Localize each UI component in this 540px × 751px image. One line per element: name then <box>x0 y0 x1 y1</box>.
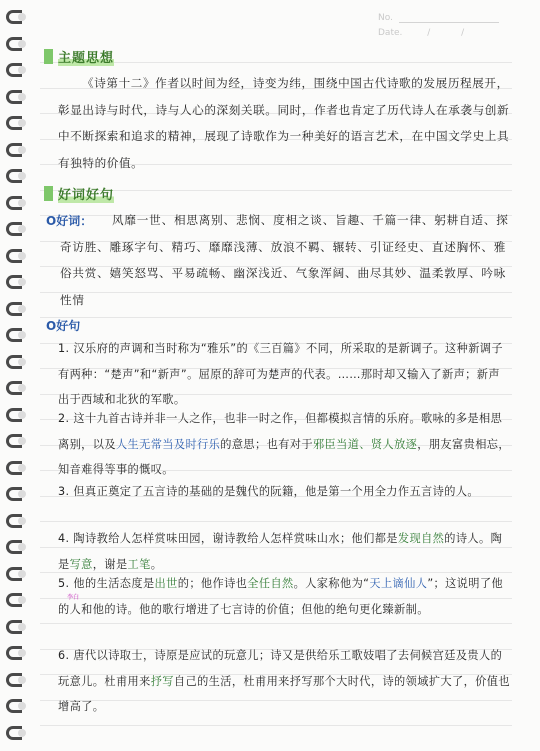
date-label: Date. <box>378 28 403 38</box>
good-words-list: 风靡一世、相思离别、悲悯、度相之谈、旨趣、千篇一律、躬耕自适、探奇访胜、雕琢字句、精巧、靡靡浅薄、放浪不羁、辗转、引证经史、直述胸怀、雅俗共赏、嬉笑怒骂、平易疏畅、幽深浅近、气象浑阔、曲尽其妙、温柔敦厚、吟咏性情 <box>60 213 509 307</box>
punch-hole <box>18 596 26 604</box>
highlighted-phrase: 工笔 <box>127 557 151 571</box>
sentence-text: 6. 唐代以诗取士，诗原是应试的玩意儿；诗又是供给乐工歌妓唱了去伺候宫廷及贵人的玩意儿。杜甫用来 <box>58 649 503 688</box>
punch-hole <box>18 676 26 684</box>
sentence-text: 的；他作诗也 <box>177 577 248 590</box>
punch-hole <box>18 543 26 551</box>
number-label: No. <box>378 13 393 23</box>
punch-hole <box>18 146 26 154</box>
theme-paragraph: 《诗第十二》作者以时间为经，诗变为纬，围绕中国古代诗歌的发展历程展开，彰显出诗与时代，诗与人心的深刻关联。同时，作者也肯定了历代诗人在承袭与创新中不断探索和追求的精神，展现了诗歌作为一种美好的语言艺术，在中国文学史上具有独特的价值。 <box>58 76 510 170</box>
sentence-text: 1. 汉乐府的声调和当时称为“雅乐”的《三百篇》不同，所采取的是新调子。这种新调子有两种：“楚声”和“新声”。屈原的辞可为楚声的代表。……那时却又输入了新声；新声出于西域和北狄的军歌。 <box>58 342 503 406</box>
sentence-text: 。 <box>150 557 163 571</box>
date-field <box>378 28 478 38</box>
good-sentences-label-text: 好句 <box>56 319 81 333</box>
punch-hole <box>18 464 26 472</box>
heading-text: 主题思想 <box>58 51 115 66</box>
sentence-text: 4. 陶诗教给人怎样赏味田园，谢诗教给人怎样赏味山水；他们都是 <box>58 532 398 545</box>
ruled-line <box>40 317 512 318</box>
section-heading-theme <box>44 47 114 66</box>
punch-hole <box>18 40 26 48</box>
sentence-text: 的意思；也有对于 <box>220 437 313 451</box>
punch-hole <box>18 384 26 392</box>
highlighted-phrase: 写意 <box>69 557 93 571</box>
section-heading-phrases <box>44 184 114 203</box>
sentence-text: 的诗人。陶是 <box>58 532 503 571</box>
date-value: / / <box>427 28 479 38</box>
highlighted-phrase: 人生无常当及时行乐 <box>115 437 221 451</box>
punch-hole <box>18 93 26 101</box>
circle-bullet-icon: O <box>46 214 57 228</box>
sentence-item <box>58 526 510 577</box>
punch-hole <box>18 649 26 657</box>
punch-hole <box>18 119 26 127</box>
sentence-text: 2. 这十九首古诗并非一人之作，也非一时之作，但都模拟言情的乐府。歌咏的多是相思离别，以及 <box>58 412 503 451</box>
punch-hole <box>18 623 26 631</box>
highlighted-phrase: 出世 <box>154 577 178 590</box>
sentence-text: ”；这说明了他的人和他的诗。他的歌行增进了七言诗的价值；但他的绝句更化臻新制。 <box>58 577 504 616</box>
highlighted-phrase: 全任自然 <box>247 577 294 590</box>
sentence-text: 3. 但真正奠定了五言诗的基础的是魏代的阮籍，他是第一个用全力作五言诗的人。 <box>58 485 479 498</box>
ruled-line <box>40 623 512 624</box>
sentence-text: ，朋友富贵相忘，知音难得等事的慨叹。 <box>58 437 510 476</box>
good-sentences-label <box>46 317 80 334</box>
sentence-text: 5. 他的生活态度是 <box>58 577 155 590</box>
punch-hole <box>18 331 26 339</box>
punch-hole <box>18 437 26 445</box>
sentence-text: ，谢是 <box>92 557 128 571</box>
binding-rings <box>2 0 28 751</box>
punch-hole <box>18 172 26 180</box>
punch-hole <box>18 570 26 578</box>
sentence-text: 自己的生活，杜甫用来抒写那个大时代，诗的领域扩大了，价值也增高了。 <box>58 674 510 713</box>
sentence-item <box>58 643 510 720</box>
punch-hole <box>18 225 26 233</box>
margin-annotation: 李白 <box>67 594 80 601</box>
punch-hole <box>18 13 26 21</box>
ruled-line <box>40 725 512 726</box>
punch-hole <box>18 358 26 366</box>
circle-bullet-icon: O <box>46 319 57 333</box>
heading-marker-icon <box>44 186 53 201</box>
sentence-item <box>58 571 510 622</box>
sentence-item <box>58 336 510 413</box>
punch-hole <box>18 305 26 313</box>
highlighted-phrase: 天上谪仙人 <box>369 577 428 590</box>
sentence-text: 。人家称他为“ <box>293 577 370 590</box>
heading-text: 好词好句 <box>58 188 115 203</box>
highlighted-phrase: 抒写 <box>150 674 174 688</box>
sentence-item <box>58 479 510 505</box>
punch-hole <box>18 199 26 207</box>
punch-hole <box>18 252 26 260</box>
punch-hole <box>18 411 26 419</box>
good-words-label-text: 好词： <box>56 214 93 228</box>
highlighted-phrase: 邪臣当道、贤人放逐 <box>312 437 418 451</box>
ruled-line <box>40 521 512 522</box>
punch-hole <box>18 66 26 74</box>
sentence-item <box>58 406 510 483</box>
punch-hole <box>18 729 26 737</box>
punch-hole <box>18 517 26 525</box>
number-field <box>378 12 499 23</box>
punch-hole <box>18 702 26 710</box>
heading-marker-icon <box>44 49 53 64</box>
punch-hole <box>18 490 26 498</box>
punch-hole <box>18 278 26 286</box>
highlighted-phrase: 发现自然 <box>397 532 445 545</box>
